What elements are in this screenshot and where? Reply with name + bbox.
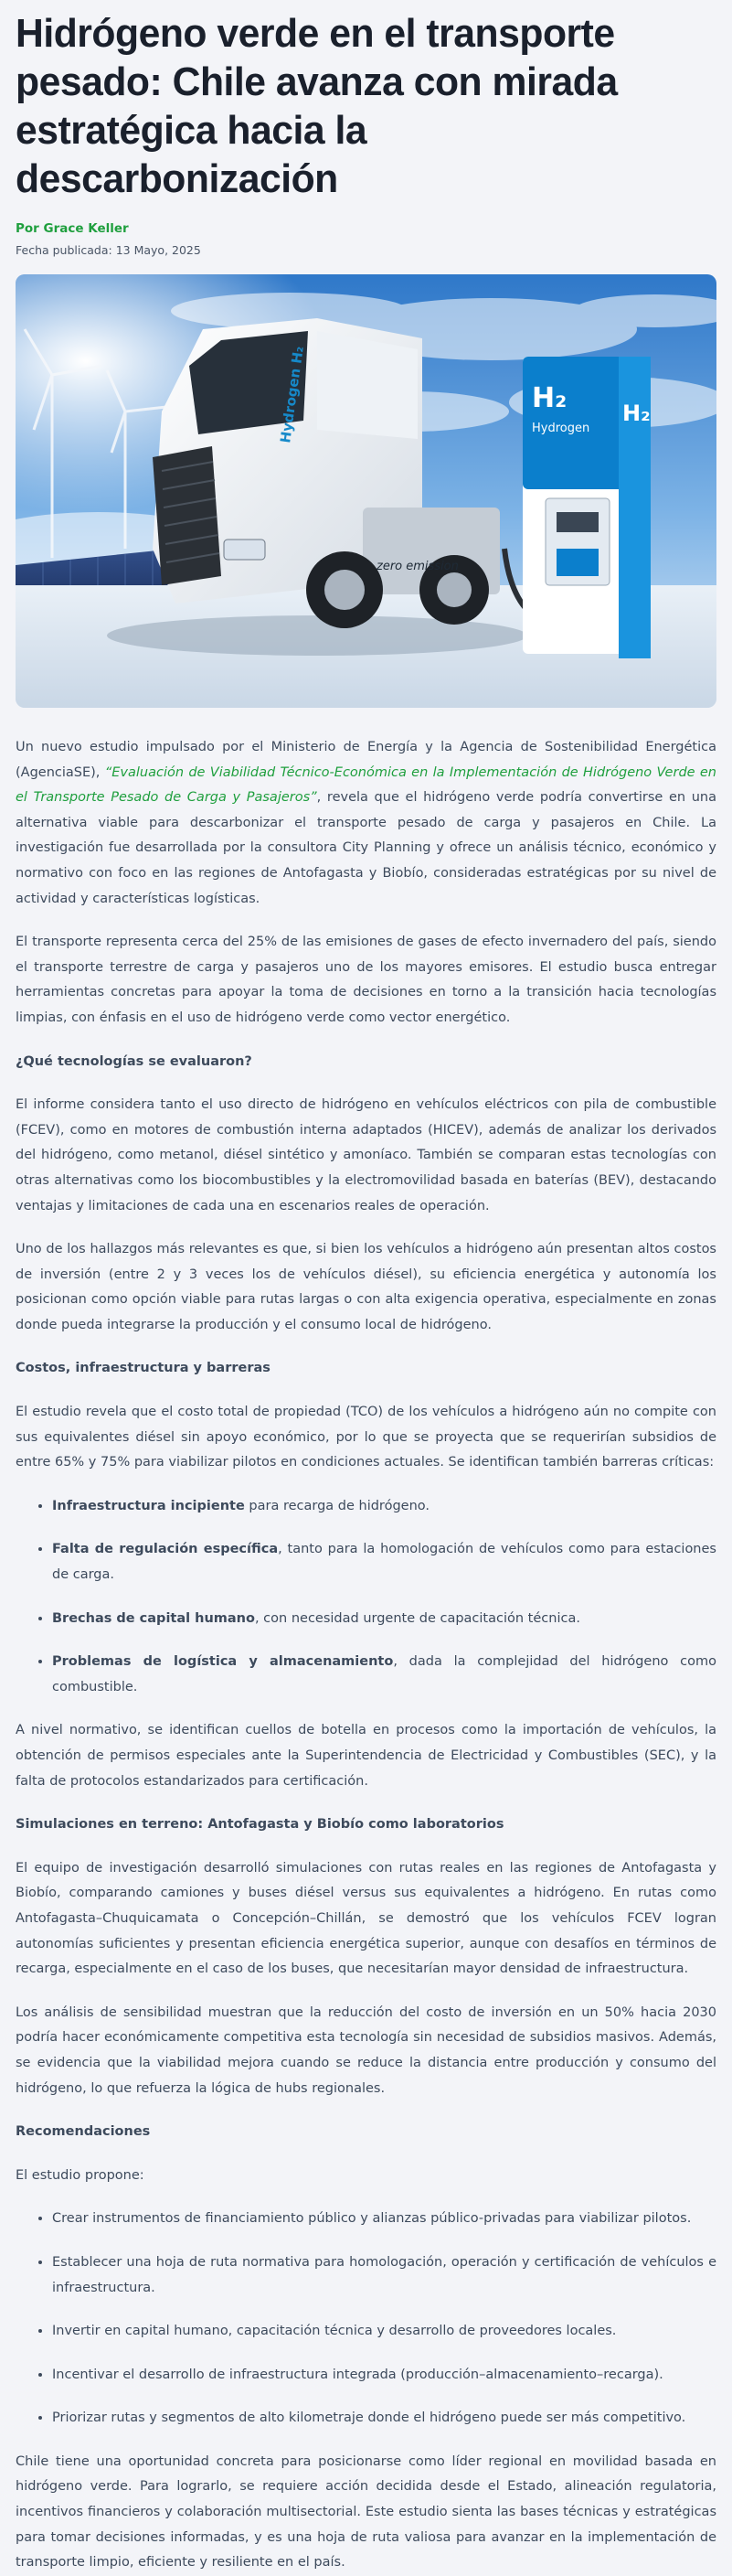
- list-item: • Invertir en capital humano, capacitación técnica y desarrollo de proveedores locales.: [52, 2319, 716, 2345]
- barrier-text: para recarga de hidrógeno.: [244, 1498, 430, 1513]
- list-item: • Incentivar el desarrollo de infraestructura integrada (producción–almacenamiento–recarga).: [52, 2363, 716, 2389]
- truck-hydrogen-text: Hydrogen H₂: [277, 345, 307, 444]
- paragraph-emissions: El transporte representa cerca del 25% de las emisiones de gases de efecto invernadero del país, siendo el transporte terrestre de carga y pasajeros uno de los mayores emisores. El estudio busca entregar herramientas concretas para apoyar la toma de decisiones en torno a la transición hacia tecnologías limpias, con énfasis en el uso de hidrógeno verde como vector energético.: [16, 935, 716, 1025]
- heading-costs: Costos, infraestructura y barreras: [16, 1361, 271, 1376]
- barrier-bold: Falta de regulación específica: [52, 1542, 279, 1557]
- barriers-list: [16, 1494, 716, 1701]
- study-title-link[interactable]: “Evaluación de Viabilidad Técnico-Económica en la Implementación de Hidrógeno Verde en el Transporte Pesado de Carga y Pasajeros”: [16, 764, 716, 806]
- article-title: Hidrógeno verde en el transporte pesado: Chile avanza con mirada estratégica hacia la descarbonización: [16, 11, 618, 201]
- list-item: [52, 1494, 716, 1520]
- list-item: [52, 1650, 716, 1700]
- list-item: • Establecer una hoja de ruta normativa para homologación, operación y certificación de vehículos e infraestructura.: [52, 2250, 716, 2301]
- list-item: • Crear instrumentos de financiamiento público y alianzas público-privadas para viabilizar pilotos.: [52, 2207, 716, 2232]
- barrier-text: , con necesidad urgente de capacitación técnica.: [254, 1610, 580, 1626]
- paragraph-intro: [16, 735, 716, 912]
- heading-technologies: ¿Qué tecnologías se evaluaron?: [16, 1053, 252, 1069]
- paragraph-technologies: El informe considera tanto el uso directo de hidrógeno en vehículos eléctricos con pila de combustible (FCEV), como en motores de combustión interna adaptados (HICEV), además de analizar los derivados del hidrógeno, como metanol, diésel sintético y amoníaco. También se comparan estas tecnologías con otras alternativas como los biocombustibles y la electromovilidad basada en baterías (BEV), destacando ventajas y limitaciones de cada una en escenarios reales de operación.: [16, 1097, 716, 1213]
- barrier-bold: Brechas de capital humano: [52, 1610, 255, 1626]
- truck-zero-emission-text: zero emission: [377, 560, 459, 573]
- heading-simulations: Simulaciones en terreno: Antofagasta y Biobío como laboratorios: [16, 1817, 504, 1833]
- barrier-bold: Problemas de logística y almacenamiento: [52, 1654, 394, 1670]
- paragraph-conclusion: Chile tiene una oportunidad concreta para posicionarse como líder regional en movilidad basada en hidrógeno verde. Para lograrlo, se requiere acción decidida desde el Estado, alineación regulatoria, incentivos financieros y colaboración multisectorial. Este estudio sienta las bases técnicas y estratégicas para tomar decisiones informadas, y es una hoja de ruta valiosa para avanzar en la implementación de transporte limpio, eficiente y resiliente en el país.: [16, 2453, 716, 2571]
- heading-recommendations: Recomendaciones: [16, 2124, 151, 2140]
- list-item: • Priorizar rutas y segmentos de alto kilometraje donde el hidrógeno puede ser más competitivo.: [52, 2406, 716, 2432]
- paragraph-proposes: El estudio propone:: [16, 2167, 144, 2183]
- svg-text:H₂: H₂: [622, 401, 651, 426]
- list-item: [52, 1607, 716, 1632]
- publish-date-value: 13 Mayo, 2025: [115, 243, 201, 257]
- hero-image: [16, 274, 716, 708]
- article-author[interactable]: Por Grace Keller: [16, 221, 129, 236]
- recommendations-list: [16, 2207, 716, 2432]
- list-item: [52, 1537, 716, 1587]
- pump-h2-text: H₂: [532, 382, 568, 414]
- barrier-text: , dada la complejidad del hidrógeno como combustible.: [52, 1654, 716, 1694]
- barrier-text: , tanto para la homologación de vehículos como para estaciones de carga.: [52, 1542, 716, 1583]
- paragraph-sensitivity: Los análisis de sensibilidad muestran que la reducción del costo de inversión en un 50% hacia 2030 podría hacer económicamente competitiva esta tecnología sin necesidad de subsidios masivos. Además, se evidencia que la viabilidad mejora cuando se reduce la distancia entre producción y consumo del hidrógeno, lo que refuerza la lógica de hubs regionales.: [16, 2004, 716, 2096]
- paragraph-regulation: A nivel normativo, se identifican cuellos de botella en procesos como la importación de vehículos, la obtención de permisos especiales ante la Superintendencia de Electricidad y Combustibles (SEC), y la falta de protocolos estandarizados para certificación.: [16, 1723, 716, 1789]
- publish-date: [16, 243, 716, 257]
- barrier-bold: Infraestructura incipiente: [52, 1498, 245, 1513]
- article: [16, 0, 716, 2576]
- paragraph-simulations: El equipo de investigación desarrolló simulaciones con rutas reales en las regiones de Antofagasta y Biobío, comparando camiones y buses diésel versus sus equivalentes a hidrógeno. En rutas como Antofagasta–Chuquicamata o Concepción–Chillán, se demostró que los vehículos FCEV logran autonomías suficientes y presentan eficiencia energética superior, aunque con desafíos en términos de recarga, especialmente en el caso de los buses, que necesitarían mayor densidad de infraestructura.: [16, 1860, 716, 1977]
- paragraph-findings: Uno de los hallazgos más relevantes es que, si bien los vehículos a hidrógeno aún presentan altos costos de inversión (entre 2 y 3 veces los de vehículos diésel), su eficiencia energética y autonomía los posicionan como opción viable para rutas largas o con alta exigencia operativa, especialmente en zonas donde pueda integrarse la producción y el consumo local de hidrógeno.: [16, 1242, 716, 1332]
- intro-text-b: , revela que el hidrógeno verde podría convertirse en una alternativa viable para descarbonizar el transporte pesado de carga y pasajeros en Chile. La investigación fue desarrollada por la consultora City Planning y ofrece un análisis técnico, económico y normativo con foco en las regiones de Antofagasta y Biobío, consideradas estratégicas por su nivel de actividad y características logísticas.: [16, 790, 716, 906]
- paragraph-costs: El estudio revela que el costo total de propiedad (TCO) de los vehículos a hidrógeno aún no compite con sus equivalentes diésel sin apoyo económico, por lo que se proyecta que se requerirían subsidios de entre 65% y 75% para viabilizar pilotos en condiciones actuales. Se identifican también barreras críticas:: [16, 1405, 716, 1470]
- publish-date-label: Fecha publicada:: [16, 243, 112, 257]
- pump-hydrogen-label: Hydrogen: [532, 422, 590, 435]
- intro-text-a: Un nuevo estudio impulsado por el Ministerio de Energía y la Agencia de Sostenibilidad Energética (AgenciaSE),: [16, 740, 716, 780]
